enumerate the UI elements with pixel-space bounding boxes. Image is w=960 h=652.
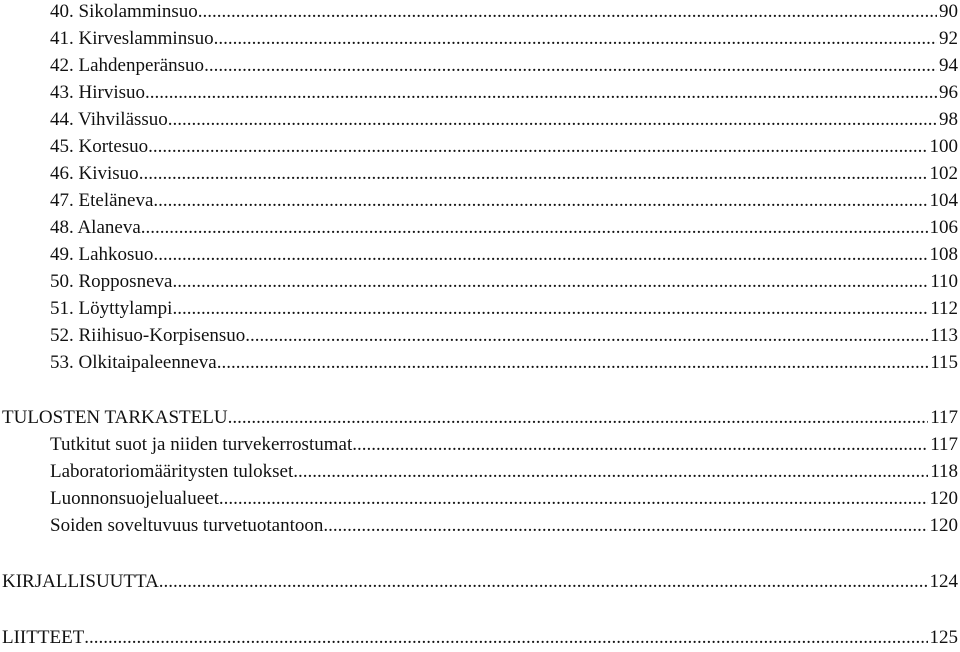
toc-leader-dots	[172, 298, 928, 320]
toc-entry-label: 53. Olkitaipaleenneva	[50, 352, 217, 373]
toc-leader-dots	[204, 55, 937, 77]
toc-leader-dots	[153, 190, 927, 212]
toc-entry-label: Soiden soveltuvuus turvetuotantoon	[50, 515, 324, 536]
toc-entry-label: Luonnonsuojelualueet	[50, 488, 219, 509]
toc-leader-dots	[141, 217, 928, 239]
toc-entry	[50, 325, 958, 347]
toc-entry-page: 96	[939, 82, 958, 103]
toc-leader-dots	[352, 434, 928, 456]
toc-leader-dots	[172, 271, 928, 293]
toc-entry	[50, 271, 958, 293]
toc-entry	[50, 28, 958, 50]
toc-entry	[50, 82, 958, 104]
toc-leader-dots	[153, 244, 927, 266]
toc-entry-page: 117	[930, 434, 958, 455]
toc-entry-label: KIRJALLISUUTTA	[2, 571, 159, 592]
toc-entry-label: 46. Kivisuo	[50, 163, 139, 184]
toc-entry	[50, 434, 958, 456]
toc-entry	[50, 461, 958, 483]
toc-leader-dots	[228, 407, 929, 429]
toc-entry	[50, 488, 958, 510]
toc-leader-dots	[214, 28, 937, 50]
toc-section-heading	[2, 627, 958, 649]
toc-entry-page: 92	[939, 28, 958, 49]
toc-entry	[50, 136, 958, 158]
toc-entry	[50, 55, 958, 77]
toc-entry-label: Laboratoriomääritysten tulokset	[50, 461, 294, 482]
toc-entry-label: 41. Kirveslamminsuo	[50, 28, 214, 49]
toc-entry-page: 117	[930, 407, 958, 428]
toc-leader-dots	[159, 571, 928, 593]
toc-entry-label: 44. Vihvilässuo	[50, 109, 168, 130]
toc-entry-label: 52. Riihisuo-Korpisensuo	[50, 325, 246, 346]
toc-entry-label: 40. Sikolamminsuo	[50, 1, 198, 22]
toc-leader-dots	[217, 352, 928, 374]
toc-leader-dots	[245, 325, 928, 347]
toc-entry-page: 104	[929, 190, 958, 211]
toc-entry	[50, 298, 958, 320]
toc-leader-dots	[293, 461, 928, 483]
toc-entry-label: 49. Lahkosuo	[50, 244, 154, 265]
toc-entry-label: 48. Alaneva	[50, 217, 141, 238]
toc-entry-page: 112	[930, 298, 958, 319]
toc-entry-label: 50. Ropposneva	[50, 271, 173, 292]
toc-entry-label: Tutkitut suot ja niiden turvekerrostumat	[50, 434, 353, 455]
toc-entry	[50, 244, 958, 266]
toc-entry-page: 120	[929, 488, 958, 509]
toc-entry-page: 124	[929, 571, 958, 592]
toc-leader-dots	[145, 82, 937, 104]
toc-entry-page: 98	[939, 109, 958, 130]
toc-entry-label: 47. Eteläneva	[50, 190, 154, 211]
toc-entry-page: 113	[930, 325, 958, 346]
toc-entry-label: 43. Hirvisuo	[50, 82, 145, 103]
toc-entry-page: 118	[930, 461, 958, 482]
toc-leader-dots	[84, 627, 927, 649]
toc-entry-page: 100	[929, 136, 958, 157]
toc-entry	[50, 352, 958, 374]
toc-entry-label: TULOSTEN TARKASTELU	[2, 407, 228, 428]
toc-entry-page: 90	[939, 1, 958, 22]
toc-entry-page: 110	[930, 271, 958, 292]
toc-entry-page: 120	[929, 515, 958, 536]
toc-leader-dots	[323, 515, 927, 537]
toc-entry	[50, 163, 958, 185]
toc-entry-label: LIITTEET	[2, 627, 85, 648]
toc-entry-page: 108	[929, 244, 958, 265]
toc-entry-page: 94	[939, 55, 958, 76]
toc-entry	[50, 217, 958, 239]
toc-leader-dots	[168, 109, 937, 131]
toc-entry-page: 125	[929, 627, 958, 648]
toc-section-heading	[2, 407, 958, 429]
toc-section-heading	[2, 571, 958, 593]
toc-entry	[50, 190, 958, 212]
toc-entry-page: 102	[929, 163, 958, 184]
toc-entry-page: 115	[930, 352, 958, 373]
toc-leader-dots	[198, 1, 937, 23]
toc-leader-dots	[219, 488, 928, 510]
toc-entry-page: 106	[929, 217, 958, 238]
toc-entry-label: 51. Löyttylampi	[50, 298, 173, 319]
toc-leader-dots	[148, 136, 927, 158]
toc-leader-dots	[139, 163, 928, 185]
toc-entry	[50, 109, 958, 131]
toc-entry	[50, 1, 958, 23]
toc-entry-label: 42. Lahdenperänsuo	[50, 55, 205, 76]
toc-entry-label: 45. Kortesuo	[50, 136, 149, 157]
toc-entry	[50, 515, 958, 537]
